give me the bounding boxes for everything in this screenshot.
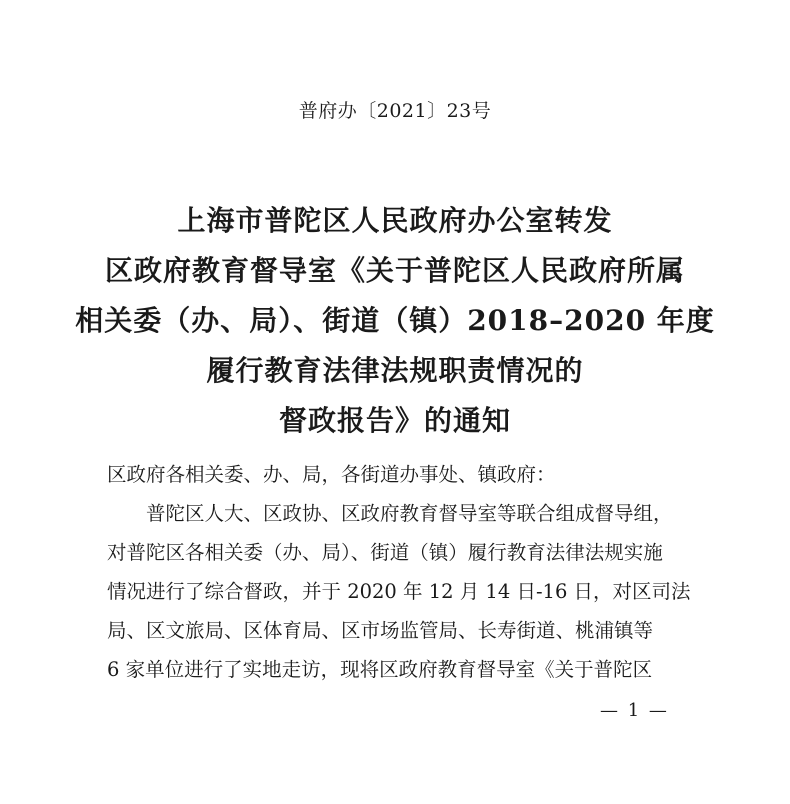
body-line-5: 6 家单位进行了实地走访，现将区政府教育督导室《关于普陀区	[107, 658, 653, 681]
document-number: 普府办〔2021〕23号	[298, 100, 492, 122]
salutation: 区政府各相关委、办、局，各街道办事处、镇政府：	[107, 463, 556, 486]
body-line-1: 普陀区人大、区政协、区政府教育督导室等联合组成督导组，	[146, 502, 673, 525]
document-title	[0, 196, 790, 446]
title-line-1: 上海市普陀区人民政府办公室转发	[177, 204, 613, 237]
title-line-2: 区政府教育督导室《关于普陀区人民政府所属	[104, 254, 685, 287]
body-line-2: 对普陀区各相关委（办、局）、街道（镇）履行教育法律法规实施	[107, 541, 663, 564]
title-line-4: 履行教育法律法规职责情况的	[206, 354, 584, 387]
body-line-3: 情况进行了综合督政，并于 2020 年 12 月 14 日-16 日，对区司法	[107, 580, 691, 603]
page-number: — 1 —	[600, 700, 669, 721]
document-body	[107, 455, 702, 689]
title-line-5: 督政报告》的通知	[278, 404, 511, 437]
body-line-4: 局、区文旅局、区体育局、区市场监管局、长寿街道、桃浦镇等	[107, 619, 654, 642]
title-line-3: 相关委（办、局）、街道（镇）2018–2020 年度	[75, 304, 715, 337]
